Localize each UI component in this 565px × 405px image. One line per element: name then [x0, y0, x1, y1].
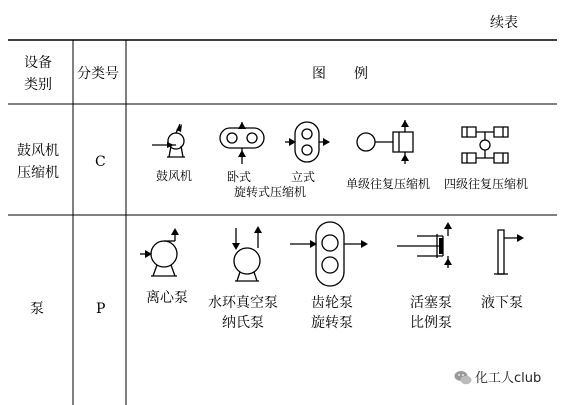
horizontal-compressor-label: 卧式	[227, 170, 252, 184]
submerged-pump-icon	[488, 226, 533, 281]
four-stage-reciprocating-compressor-label: 四级往复压缩机	[444, 177, 529, 191]
piston-pump-icon	[395, 222, 460, 272]
liquid-ring-vacuum-pump-label-line2: 纳氏泵	[222, 315, 264, 331]
gear-pump-icon	[290, 220, 370, 292]
centrifugal-pump-icon	[140, 228, 190, 280]
header-category-line2: 类别	[24, 77, 52, 93]
piston-pump-label-line1: 活塞泵	[410, 295, 452, 311]
row1-code: C	[95, 154, 106, 170]
blower-label: 鼓风机	[156, 169, 193, 183]
liquid-ring-vacuum-pump-icon	[228, 226, 273, 286]
blower-icon	[150, 124, 195, 164]
single-stage-reciprocating-compressor-icon	[355, 120, 425, 165]
gear-pump-label-line2: 旋转泵	[311, 315, 353, 331]
horizontal-compressor-icon	[218, 122, 266, 167]
single-stage-reciprocating-compressor-label: 单级往复压缩机	[346, 177, 431, 191]
row2-code: P	[96, 301, 106, 317]
piston-pump-label-line2: 比例泵	[410, 315, 452, 331]
submerged-pump-label: 液下泵	[481, 295, 523, 311]
header-code: 分类号	[77, 66, 119, 82]
centrifugal-pump-label: 离心泵	[146, 290, 188, 306]
row1-category-line2: 压缩机	[17, 165, 59, 181]
rotary-compressor-group-label: 旋转式压缩机	[234, 185, 307, 199]
row1-category-line1: 鼓风机	[17, 143, 59, 159]
four-stage-reciprocating-compressor-icon	[460, 125, 510, 165]
header-category-line1: 设备	[24, 55, 52, 71]
vertical-compressor-icon	[285, 118, 330, 168]
wechat-icon	[454, 370, 472, 386]
vertical-compressor-label: 立式	[291, 170, 316, 184]
header-legend: 图 例	[312, 66, 368, 82]
gear-pump-label-line1: 齿轮泵	[311, 295, 353, 311]
continued-label: 续表	[490, 15, 518, 31]
liquid-ring-vacuum-pump-label-line1: 水环真空泵	[208, 295, 278, 311]
row2-category: 泵	[30, 301, 44, 317]
watermark-text: 化工人club	[475, 371, 542, 386]
